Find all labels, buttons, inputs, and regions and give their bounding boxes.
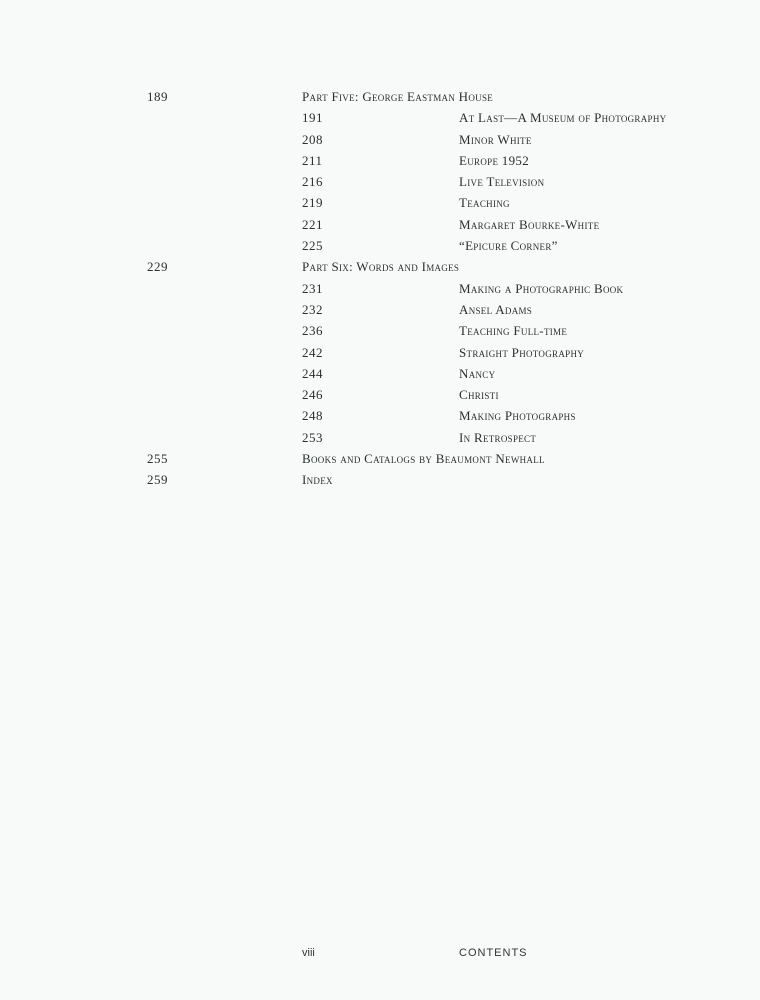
toc-chapter-title: “Epicure Corner”: [459, 238, 558, 254]
toc-entry-chapter[interactable]: [0, 363, 760, 384]
toc-entry-chapter[interactable]: [0, 342, 760, 363]
toc-page-number: 191: [302, 110, 323, 126]
table-of-contents: [0, 86, 760, 491]
toc-chapter-title: At Last—A Museum of Photography: [459, 110, 667, 126]
toc-entry-chapter[interactable]: [0, 129, 760, 150]
toc-part-title: Part Five: George Eastman House: [302, 89, 494, 104]
toc-entry-part[interactable]: [0, 256, 760, 277]
toc-page-number: 231: [302, 280, 323, 296]
toc-page-number: 219: [302, 195, 323, 211]
toc-entry-part[interactable]: [0, 469, 760, 490]
toc-page-number: 255: [147, 451, 168, 467]
toc-part-title: Index: [302, 472, 333, 488]
toc-page-number: 216: [302, 174, 323, 190]
toc-chapter-title: Europe 1952: [459, 152, 529, 168]
toc-part-title: Part Six: Words and Images: [302, 259, 460, 275]
toc-page-number: 259: [147, 472, 168, 488]
toc-chapter-title: Minor White: [459, 131, 532, 147]
toc-entry-chapter[interactable]: [0, 299, 760, 320]
toc-entry-chapter[interactable]: [0, 278, 760, 299]
page-footer: [0, 945, 760, 961]
toc-chapter-title: Making Photographs: [459, 408, 576, 424]
toc-entry-chapter[interactable]: [0, 214, 760, 235]
toc-page-number: 253: [302, 429, 323, 445]
toc-page-number: 248: [302, 408, 323, 424]
toc-chapter-title: Teaching Full-time: [459, 323, 568, 339]
toc-page-number: 244: [302, 365, 323, 381]
toc-entry-chapter[interactable]: [0, 107, 760, 128]
toc-page-number: 208: [302, 131, 323, 147]
toc-entry-chapter[interactable]: [0, 192, 760, 213]
running-head: CONTENTS: [459, 947, 528, 959]
toc-entry-part[interactable]: [0, 448, 760, 469]
toc-entry-part[interactable]: [0, 86, 760, 107]
toc-part-title: Books and Catalogs by Beaumont Newhall: [302, 451, 545, 467]
toc-page-number: 225: [302, 238, 323, 254]
toc-entry-chapter[interactable]: [0, 150, 760, 171]
toc-entry-chapter[interactable]: [0, 320, 760, 341]
toc-page-number: 211: [302, 152, 323, 168]
toc-entry-chapter[interactable]: [0, 405, 760, 426]
toc-page-number: 242: [302, 344, 323, 360]
toc-chapter-title: Live Television: [459, 174, 545, 190]
toc-chapter-title: Nancy: [459, 365, 496, 381]
toc-page-number: 221: [302, 216, 323, 232]
toc-chapter-title: Straight Photography: [459, 344, 585, 360]
toc-chapter-title: Christi: [459, 387, 499, 403]
toc-chapter-title: Ansel Adams: [459, 301, 533, 317]
toc-entry-chapter[interactable]: [0, 235, 760, 256]
toc-page-number: 236: [302, 323, 323, 339]
toc-page-number: 189: [147, 89, 168, 104]
toc-entry-chapter[interactable]: [0, 171, 760, 192]
toc-chapter-title: Margaret Bourke-White: [459, 216, 600, 232]
toc-page-number: 232: [302, 301, 323, 317]
toc-chapter-title: Making a Photographic Book: [459, 280, 624, 296]
toc-chapter-title: Teaching: [459, 195, 510, 211]
page-folio: viii: [302, 947, 315, 959]
toc-page-number: 246: [302, 387, 323, 403]
toc-chapter-title: In Retrospect: [459, 429, 537, 445]
toc-page-number: 229: [147, 259, 168, 275]
toc-entry-chapter[interactable]: [0, 384, 760, 405]
toc-entry-chapter[interactable]: [0, 427, 760, 448]
